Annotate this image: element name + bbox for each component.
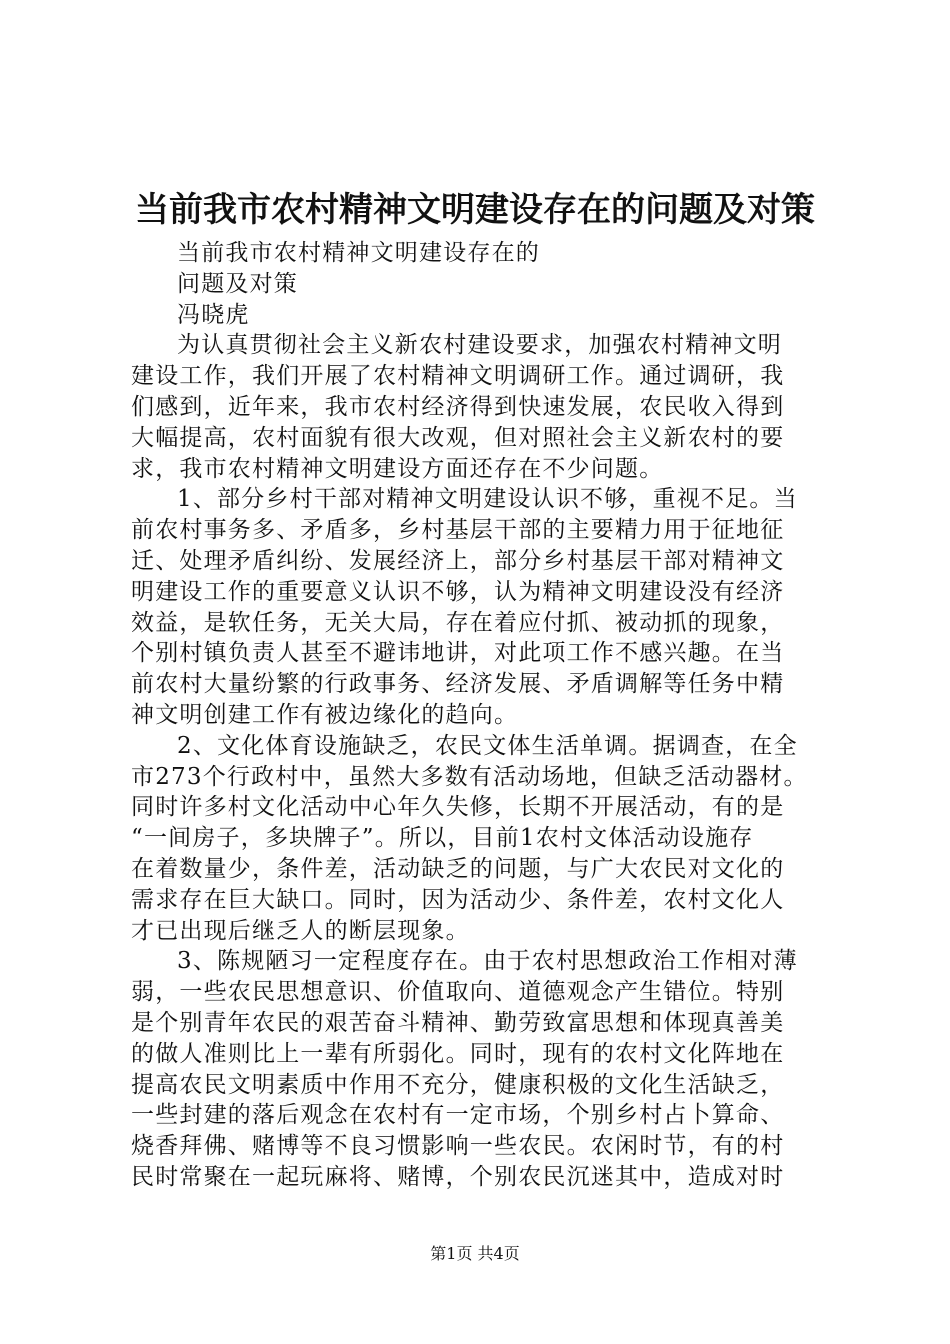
body-line: 弱，一些农民思想意识、价值取向、道德观念产生错位。特别 (131, 979, 785, 1006)
body-line: 需求存在巨大缺口。同时，因为活动少、条件差，农村文化人 (131, 886, 785, 913)
body-line: 前农村大量纷繁的行政事务、经济发展、矛盾调解等任务中精 (131, 671, 785, 698)
body-line: 2、文化体育设施缺乏，农民文体生活单调。据调查，在全 (177, 732, 798, 759)
body-line: 3、陈规陋习一定程度存在。由于农村思想政治工作相对薄 (177, 948, 798, 975)
body-line: 迁、处理矛盾纠纷、发展经济上，部分乡村基层干部对精神文 (131, 547, 785, 574)
body-line: 们感到，近年来，我市农村经济得到快速发展，农民收入得到 (131, 393, 785, 420)
body-line: 求，我市农村精神文明建设方面还存在不少问题。 (131, 455, 664, 482)
body-line: 神文明创建工作有被边缘化的趋向。 (131, 701, 519, 728)
body-line: 建设工作，我们开展了农村精神文明调研工作。通过调研，我 (131, 363, 785, 390)
body-line: 在着数量少，条件差，活动缺乏的问题，与广大农民对文化的 (131, 855, 785, 882)
body-line: 问题及对策 (177, 270, 298, 297)
body-line: 提高农民文明素质中作用不充分，健康积极的文化生活缺乏， (131, 1071, 785, 1098)
body-line: 才已出现后继乏人的断层现象。 (131, 917, 470, 944)
body-line: 的做人准则比上一辈有所弱化。同时，现有的农村文化阵地在 (131, 1040, 785, 1067)
body-line: 效益，是软任务，无关大局，存在着应付抓、被动抓的现象， (131, 609, 785, 636)
body-line: 民时常聚在一起玩麻将、赌博，个别农民沉迷其中，造成对时 (131, 1163, 785, 1190)
document-body (131, 238, 831, 1193)
body-line: 烧香拜佛、赌博等不良习惯影响一些农民。农闲时节，有的村 (131, 1133, 785, 1160)
body-line: 1、部分乡村干部对精神文明建设认识不够，重视不足。当 (177, 486, 798, 513)
body-line: 当前我市农村精神文明建设存在的 (177, 240, 540, 266)
body-line: 是个别青年农民的艰苦奋斗精神、勤劳致富思想和体现真善美 (131, 1009, 785, 1036)
body-line: 为认真贯彻社会主义新农村建设要求，加强农村精神文明 (177, 332, 782, 359)
body-line: 同时许多村文化活动中心年久失修，长期不开展活动，有的是 (131, 794, 785, 821)
body-line: 冯晓虎 (177, 301, 250, 328)
body-line: 市273个行政村中，虽然大多数有活动场地，但缺乏活动器材。 (131, 763, 808, 790)
body-line: 明建设工作的重要意义认识不够，认为精神文明建设没有经济 (131, 578, 785, 605)
body-line: 个别村镇负责人甚至不避讳地讲，对此项工作不感兴趣。在当 (131, 640, 785, 667)
body-line: 前农村事务多、矛盾多，乡村基层干部的主要精力用于征地征 (131, 517, 785, 544)
body-line: “一间房子，多块牌子”。所以，目前1农村文体活动设施存 (131, 825, 754, 852)
body-line: 大幅提高，农村面貌有很大改观，但对照社会主义新农村的要 (131, 424, 785, 451)
document-title: 当前我市农村精神文明建设存在的问题及对策 (135, 190, 815, 230)
page-footer: 第1页 共4页 (430, 1244, 520, 1263)
body-line: 一些封建的落后观念在农村有一定市场，个别乡村占卜算命、 (131, 1102, 785, 1129)
